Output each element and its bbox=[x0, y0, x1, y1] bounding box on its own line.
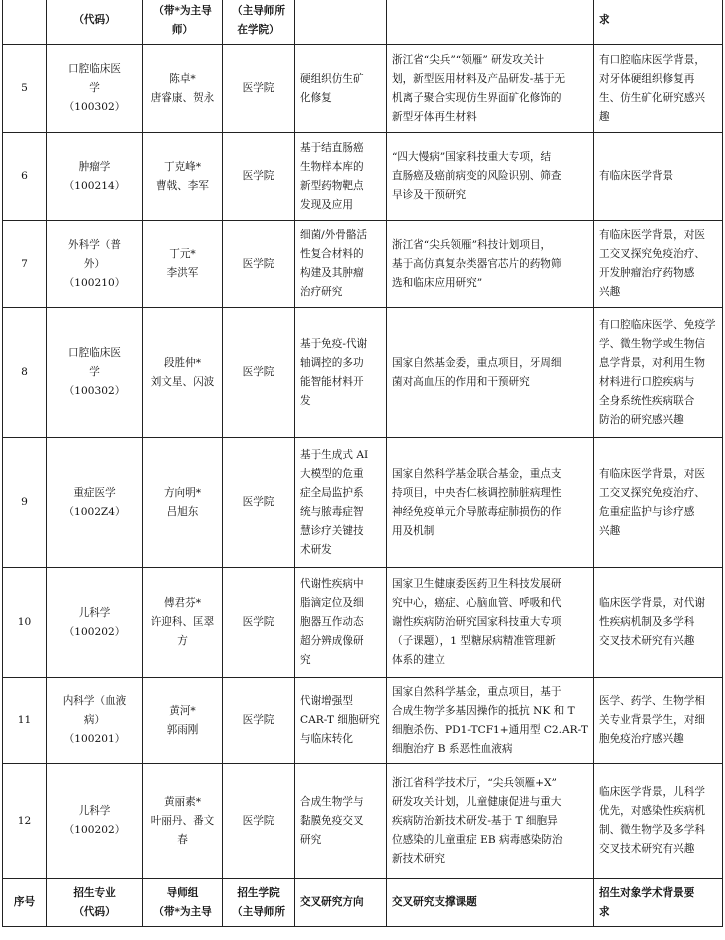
advisors-cell bbox=[143, 221, 223, 308]
advisors-cell-line: 刘文星、闪波 bbox=[150, 375, 215, 388]
direction-cell-line: 合成生物学与 bbox=[300, 795, 364, 808]
project-cell-line: 国家自然科学基金联合基金，重点支 bbox=[392, 467, 562, 480]
seq-cell: 9 bbox=[3, 438, 47, 568]
background-cell-line: 制、微生物学及多学科 bbox=[599, 824, 705, 836]
direction-cell: 交叉研究方向 bbox=[295, 879, 387, 927]
background-cell bbox=[594, 221, 723, 308]
table-row bbox=[3, 568, 723, 678]
project-cell-line: 早诊及干预研究 bbox=[392, 189, 467, 201]
direction-cell-line: 硬组织仿生矿 bbox=[300, 72, 364, 85]
direction-cell-line: 超分辨成像研 bbox=[300, 635, 364, 647]
major-cell-line: （100210） bbox=[63, 276, 126, 289]
major-cell-line: （100302） bbox=[63, 385, 126, 397]
school-cell-line: （主导师所 bbox=[232, 4, 285, 17]
project-cell-line: （子课题），1 型糖尿病精准管理新 bbox=[392, 635, 556, 647]
direction-cell-line: 发现及应用 bbox=[300, 198, 353, 211]
major-cell-line: 重症医学 bbox=[73, 486, 116, 499]
table-row bbox=[3, 678, 723, 764]
background-cell-line: 开发肿瘤治疗药物感 bbox=[599, 267, 695, 279]
background-cell-line: 有临床医学背景，对医 bbox=[599, 467, 705, 480]
school-cell: 医学院 bbox=[223, 438, 295, 568]
direction-cell-line: 黏膜免疫交叉 bbox=[300, 814, 364, 827]
background-cell bbox=[594, 438, 723, 568]
project-cell-line: 神经免疫单元介导脓毒症肺损伤的作 bbox=[392, 505, 562, 518]
school-cell-line: 在学院） bbox=[237, 23, 280, 36]
advisors-cell bbox=[143, 678, 223, 764]
major-cell-line: 内科学（血液 bbox=[62, 695, 127, 707]
school-cell: 医学院 bbox=[223, 308, 295, 438]
direction-cell-line: 发 bbox=[300, 394, 311, 407]
direction-cell-line: 轴调控的多功 bbox=[300, 356, 364, 369]
seq-cell: 7 bbox=[3, 221, 47, 308]
project-cell-line: 细胞杀伤、PD1-TCF1+通用型 C2.AR-T bbox=[392, 723, 588, 736]
major-cell-line: 学 bbox=[89, 82, 100, 94]
school-cell: 医学院 bbox=[223, 678, 295, 764]
direction-cell-line: 脂滴定位及细 bbox=[300, 597, 364, 609]
seq-cell: 12 bbox=[3, 764, 47, 879]
background-cell bbox=[594, 308, 723, 438]
advisors-cell-line: 师） bbox=[171, 23, 194, 36]
project-cell-line: 选和临床应用研究” bbox=[392, 276, 483, 289]
project-cell bbox=[387, 308, 594, 438]
major-cell bbox=[47, 879, 143, 927]
project-cell-line: 国家卫生健康委医药卫生科技发展研 bbox=[392, 578, 562, 590]
direction-cell-line: 症全局监护系 bbox=[300, 486, 364, 499]
background-cell-line: 交叉技术研究有兴趣 bbox=[599, 635, 695, 647]
project-cell-line: 谢性疾病防治研究国家科技重大专项 bbox=[392, 616, 562, 628]
advisors-cell bbox=[143, 45, 223, 133]
advisors-cell-line: 黄河* bbox=[169, 704, 196, 717]
advisors-cell-line: 陈卓* bbox=[169, 72, 196, 85]
project-cell-line: 持项目，中央杏仁核调控肺脏病理性 bbox=[392, 486, 562, 499]
direction-cell-line: 术研发 bbox=[300, 543, 332, 556]
major-cell bbox=[47, 764, 143, 879]
project-cell-line: 体系的建立 bbox=[392, 654, 445, 666]
major-cell-line: （代码） bbox=[73, 14, 116, 26]
direction-cell bbox=[295, 764, 387, 879]
direction-cell bbox=[295, 678, 387, 764]
background-cell-line: 学、微生物学或生物信 bbox=[599, 337, 705, 350]
direction-cell-line: 性复合材料的 bbox=[300, 248, 364, 260]
background-cell-line: 优先，对感染性疾病机 bbox=[599, 805, 705, 817]
advisors-cell-line: （带*为主导 bbox=[153, 4, 212, 17]
major-cell-line: （100214） bbox=[63, 179, 126, 192]
admissions-table bbox=[2, 0, 723, 927]
table-row bbox=[3, 221, 723, 308]
advisors-cell-line: （带*为主导 bbox=[153, 905, 212, 918]
major-cell-line: （1002Z4） bbox=[63, 505, 126, 518]
background-cell-line: 有口腔临床医学背景， bbox=[599, 53, 705, 66]
project-cell bbox=[387, 568, 594, 678]
direction-cell-line: 胞器互作动态 bbox=[300, 616, 364, 628]
advisors-cell-line: 李洪军 bbox=[166, 267, 199, 279]
direction-cell bbox=[295, 133, 387, 221]
major-cell-line: 肿瘤学 bbox=[78, 160, 111, 173]
project-cell-line: 机离子聚合实现仿生界面矿化修饰的 bbox=[392, 91, 562, 104]
direction-cell-line: 大模型的危重 bbox=[300, 467, 364, 480]
advisors-cell-line: 方 bbox=[177, 635, 188, 647]
project-cell bbox=[387, 221, 594, 308]
background-cell-line: 息学背景，对利用生物 bbox=[599, 356, 705, 369]
major-cell-line: （100201） bbox=[63, 733, 126, 745]
advisors-cell-line: 春 bbox=[177, 833, 188, 846]
school-cell: 医学院 bbox=[223, 45, 295, 133]
major-cell-line: （100202） bbox=[63, 625, 126, 638]
background-cell-line: 胞免疫治疗感兴趣 bbox=[599, 733, 684, 745]
background-cell bbox=[594, 0, 723, 45]
direction-cell-line: 研究 bbox=[300, 833, 322, 846]
background-cell-line: 招生对象学术背景要 bbox=[599, 886, 695, 899]
major-cell bbox=[47, 568, 143, 678]
school-cell bbox=[223, 879, 295, 927]
background-cell-line: 医学、药学、生物学相 bbox=[599, 695, 705, 707]
table-row bbox=[3, 133, 723, 221]
project-cell-line: 新型牙体再生材料 bbox=[392, 110, 477, 123]
direction-cell-line: CAR-T 细胞研究 bbox=[300, 714, 380, 726]
project-cell bbox=[387, 764, 594, 879]
direction-cell-line: 生物样本库的 bbox=[300, 160, 364, 173]
major-cell-line: （100302） bbox=[63, 101, 126, 113]
project-cell-line: 新技术研究 bbox=[392, 852, 445, 865]
advisors-cell-line: 郭雨刚 bbox=[166, 723, 199, 736]
project-cell-line: “四大慢病”国家科技重大专项，结 bbox=[392, 151, 552, 163]
direction-cell bbox=[295, 568, 387, 678]
project-cell-line: 研发攻关计划，儿童健康促进与重大 bbox=[392, 795, 562, 808]
project-cell-line: 菌对高血压的作用和干预研究 bbox=[392, 375, 530, 388]
project-cell-line: 国家自然科学基金，重点项目，基于 bbox=[392, 685, 562, 698]
advisors-cell-line: 丁克峰* bbox=[163, 160, 202, 173]
background-cell-line: 性疾病机制及多学科 bbox=[599, 616, 695, 628]
background-cell-line: 求 bbox=[599, 905, 610, 918]
background-cell-line: 危重症监护与诊疗感 bbox=[599, 505, 695, 518]
project-cell-line: 浙江省“尖兵”“领雁” 研发攻关计 bbox=[392, 53, 545, 66]
major-cell bbox=[47, 45, 143, 133]
direction-cell-line: 细菌/外骨骼活 bbox=[300, 229, 368, 241]
seq-cell: 序号 bbox=[3, 879, 47, 927]
direction-cell-line: 基于免疫-代谢 bbox=[300, 337, 368, 350]
table-row bbox=[3, 764, 723, 879]
project-cell bbox=[387, 678, 594, 764]
major-cell bbox=[47, 0, 143, 45]
advisors-cell bbox=[143, 764, 223, 879]
major-cell-line: （100202） bbox=[63, 824, 126, 836]
major-cell bbox=[47, 133, 143, 221]
school-cell: 医学院 bbox=[223, 568, 295, 678]
project-cell-line: 划，新型医用材料及产品研发-基于无 bbox=[392, 72, 566, 85]
seq-cell: 10 bbox=[3, 568, 47, 678]
major-cell bbox=[47, 221, 143, 308]
school-cell: 医学院 bbox=[223, 221, 295, 308]
advisors-cell-line: 段胜仲* bbox=[163, 356, 202, 369]
major-cell-line: 口腔临床医 bbox=[68, 347, 121, 359]
background-cell bbox=[594, 879, 723, 927]
advisors-cell bbox=[143, 568, 223, 678]
project-cell bbox=[387, 133, 594, 221]
background-cell-line: 有临床医学背景，对医 bbox=[599, 229, 705, 241]
direction-cell-line: 治疗研究 bbox=[300, 286, 343, 298]
background-cell-line: 求 bbox=[599, 14, 610, 26]
major-cell-line: 学 bbox=[89, 366, 100, 378]
school-cell bbox=[223, 0, 295, 45]
direction-cell-line: 能智能材料开 bbox=[300, 375, 364, 388]
background-cell-line: 临床医学背景，儿科学 bbox=[599, 786, 705, 798]
background-cell-line: 兴趣 bbox=[599, 524, 621, 537]
direction-cell-line: 代谢增强型 bbox=[300, 695, 353, 707]
background-cell-line: 工交叉探究免疫治疗、 bbox=[599, 486, 705, 499]
major-cell bbox=[47, 678, 143, 764]
seq-cell: 8 bbox=[3, 308, 47, 438]
direction-cell-line: 统与脓毒症智 bbox=[300, 505, 364, 518]
background-cell-line: 趣 bbox=[599, 110, 610, 123]
seq-cell: 11 bbox=[3, 678, 47, 764]
direction-cell-line: 慧诊疗关键技 bbox=[300, 524, 364, 537]
background-cell bbox=[594, 764, 723, 879]
major-cell-line: 外） bbox=[83, 257, 106, 270]
major-cell-line: （代码） bbox=[73, 905, 116, 918]
background-cell-line: 关专业背景学生，对细 bbox=[599, 714, 705, 726]
background-cell bbox=[594, 45, 723, 133]
direction-cell bbox=[295, 438, 387, 568]
major-cell-line: 儿科学 bbox=[78, 606, 111, 619]
major-cell-line: 病） bbox=[83, 714, 106, 726]
background-cell-line: 工交叉探究免疫治疗、 bbox=[599, 248, 705, 260]
project-cell bbox=[387, 438, 594, 568]
direction-cell-line: 构建及其肿瘤 bbox=[300, 267, 364, 279]
major-cell-line: 外科学（普 bbox=[68, 238, 121, 251]
major-cell-line: 儿科学 bbox=[78, 805, 111, 817]
project-cell-line: 细胞治疗 B 系恶性血液病 bbox=[392, 742, 513, 755]
table-row bbox=[3, 438, 723, 568]
advisors-cell-line: 叶丽丹、番文 bbox=[150, 814, 215, 827]
background-cell-line: 有口腔临床医学、免疫学 bbox=[599, 318, 716, 331]
school-cell-line: （主导师所 bbox=[232, 905, 285, 918]
school-cell: 医学院 bbox=[223, 133, 295, 221]
background-cell-line: 交叉技术研究有兴趣 bbox=[599, 843, 695, 855]
table-row bbox=[3, 308, 723, 438]
background-cell-line: 临床医学背景，对代谢 bbox=[599, 597, 705, 609]
direction-cell bbox=[295, 221, 387, 308]
project-cell-line: 位感染的儿童重症 EB 病毒感染防治 bbox=[392, 833, 563, 846]
project-cell-line: 浙江省科学技术厅，“尖兵领雁+X” bbox=[392, 776, 557, 789]
seq-cell: 6 bbox=[3, 133, 47, 221]
direction-cell-line: 究 bbox=[300, 654, 311, 666]
header-row-top bbox=[3, 0, 723, 45]
project-cell-line: 用及机制 bbox=[392, 524, 435, 537]
major-cell-line: 口腔临床医 bbox=[68, 63, 121, 75]
major-cell-line: 招生专业 bbox=[73, 886, 116, 899]
background-cell bbox=[594, 678, 723, 764]
background-cell-line: 对牙体硬组织修复再 bbox=[599, 72, 695, 85]
project-cell-line: 基于高仿真复杂类器官芯片的药物筛 bbox=[392, 257, 562, 270]
advisors-cell-line: 丁元* bbox=[169, 248, 196, 260]
school-cell: 医学院 bbox=[223, 764, 295, 879]
school-cell-line: 招生学院 bbox=[237, 886, 280, 899]
background-cell bbox=[594, 133, 723, 221]
direction-cell-line: 基于结直肠癌 bbox=[300, 141, 364, 154]
advisors-cell bbox=[143, 879, 223, 927]
advisors-cell bbox=[143, 0, 223, 45]
advisors-cell-line: 吕旭东 bbox=[166, 505, 199, 518]
advisors-cell bbox=[143, 308, 223, 438]
background-cell bbox=[594, 568, 723, 678]
advisors-cell-line: 唐睿康、贺永 bbox=[150, 91, 215, 104]
background-cell-line: 材料进行口腔疾病与 bbox=[599, 375, 695, 388]
advisors-cell-line: 导师组 bbox=[166, 886, 199, 899]
advisors-cell-line: 许迎科、匡翠 bbox=[150, 616, 215, 628]
background-cell-line: 生、仿生矿化研究感兴 bbox=[599, 91, 705, 104]
advisors-cell-line: 方向明* bbox=[163, 486, 202, 499]
background-cell-line: 全身系统性疾病联合 bbox=[599, 394, 695, 407]
direction-cell bbox=[295, 45, 387, 133]
project-cell: 交叉研究支撑课题 bbox=[387, 879, 594, 927]
header-row-bottom bbox=[3, 879, 723, 927]
advisors-cell bbox=[143, 133, 223, 221]
advisors-cell-line: 傅君芬* bbox=[163, 597, 202, 609]
advisors-cell bbox=[143, 438, 223, 568]
project-cell-line: 究中心，癌症、心脑血管、呼吸和代 bbox=[392, 597, 562, 609]
advisors-cell-line: 黄丽素* bbox=[163, 795, 202, 808]
direction-cell-line: 代谢性疾病中 bbox=[300, 578, 364, 590]
major-cell bbox=[47, 308, 143, 438]
project-cell-line: 浙江省“尖兵领雁”科技计划项目， bbox=[392, 238, 552, 251]
project-cell-line: 疾病防治新技术研发-基于 T 细胞异 bbox=[392, 814, 558, 827]
direction-cell-line: 新型药物靶点 bbox=[300, 179, 364, 192]
background-cell-line: 防治的研究感兴趣 bbox=[599, 413, 684, 426]
direction-cell bbox=[295, 0, 387, 45]
direction-cell-line: 与临床转化 bbox=[300, 733, 353, 745]
direction-cell-line: 基于生成式 AI bbox=[300, 448, 369, 461]
project-cell-line: 直肠癌及癌前病变的风险识别、筛查 bbox=[392, 170, 562, 182]
advisors-cell-line: 曹戟、李军 bbox=[156, 179, 209, 192]
project-cell-line: 合成生物学多基因操作的抵抗 NK 和 T bbox=[392, 704, 575, 717]
seq-cell: 5 bbox=[3, 45, 47, 133]
background-cell-line: 兴趣 bbox=[599, 286, 621, 298]
direction-cell bbox=[295, 308, 387, 438]
project-cell bbox=[387, 45, 594, 133]
major-cell bbox=[47, 438, 143, 568]
table-row bbox=[3, 45, 723, 133]
project-cell bbox=[387, 0, 594, 45]
seq-cell bbox=[3, 0, 47, 45]
project-cell-line: 国家自然基金委，重点项目，牙周细 bbox=[392, 356, 562, 369]
direction-cell-line: 化修复 bbox=[300, 91, 332, 104]
background-cell-line: 有临床医学背景 bbox=[599, 170, 674, 182]
